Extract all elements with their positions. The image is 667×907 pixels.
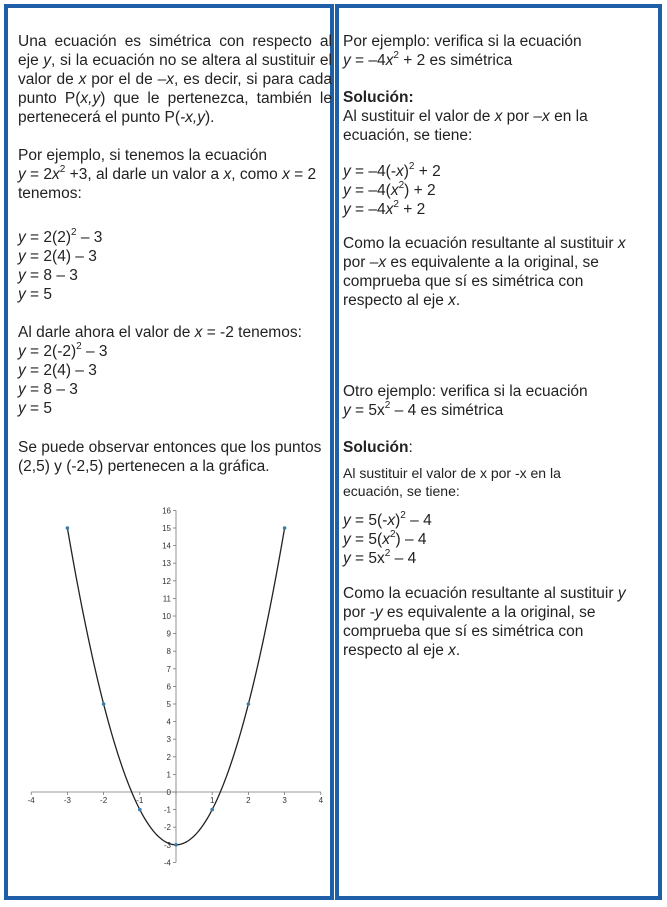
example1-sol-text-2: ecuación, se tiene: <box>343 127 473 144</box>
example1-line2: $y = -4x^2 + 2$ es simétrica <box>343 49 513 69</box>
x-tick-label: -3 <box>63 796 71 805</box>
example1-steps <box>343 162 659 219</box>
x-tick-label: 1 <box>209 796 215 805</box>
data-point <box>66 526 70 530</box>
right-column <box>335 4 662 900</box>
left-column <box>4 4 334 900</box>
y-tick-label: 0 <box>166 788 171 797</box>
y-tick-label: 3 <box>166 735 171 745</box>
data-point <box>210 808 214 812</box>
y-tick-label: 8 <box>166 647 171 657</box>
y-tick-label: 15 <box>162 524 171 533</box>
example2-line2: $y = 5x^2 - 4$ es simétrica <box>343 399 504 419</box>
y-tick-label: 14 <box>162 541 171 551</box>
y-tick-label: 12 <box>162 576 171 586</box>
y-tick-label: 13 <box>162 559 171 569</box>
example1-step-3: $y = -4x^2 + 2$ <box>343 198 426 218</box>
parabola-chart <box>8 8 333 896</box>
intro-text: Una ecuación es simétrica con respecto al eje y, si la ecuación no se altera al sustituir el valor de x por el de –x, es decir, si para cada punto P(x,y) que le pertenezca, también le pertenecerá el punto P(-x,y). <box>18 33 333 126</box>
y-tick-label: 1 <box>166 770 171 780</box>
y-tick-label: -1 <box>163 805 171 815</box>
second-intro: Al darle ahora el valor de x = -2 tenemos: <box>18 324 302 341</box>
x-tick-label: -4 <box>27 796 35 805</box>
example-intro: Por ejemplo, si tenemos la ecuación <box>18 147 267 164</box>
example2-statement <box>343 382 659 420</box>
example2-conclusion-4: respecto al eje x. <box>343 642 461 659</box>
example2-step-3: $y = 5x^2 - 4$ <box>343 547 417 567</box>
example2-sol-text-2: ecuación, se tiene: <box>343 483 460 499</box>
example1-conclusion-1: Como la ecuación resultante al sustituir x <box>343 235 626 252</box>
data-point <box>247 702 251 706</box>
example1-conclusion-4: respecto al eje x. <box>343 292 461 309</box>
example1-conclusion-2: por –x es equivalente a la original, se <box>343 254 599 271</box>
example1-solution <box>343 88 659 145</box>
data-point <box>283 526 287 530</box>
example1-statement <box>343 32 659 70</box>
solution-label-2: Solución: <box>343 439 413 456</box>
x-tick-label: 2 <box>246 796 251 805</box>
example2-sol-text <box>343 464 659 500</box>
y-tick-label: 6 <box>166 682 171 692</box>
example1-step-2: $y = -4(x^2) + 2$ <box>343 179 436 199</box>
step-a-2: y = 2(4) – 3 <box>18 248 97 265</box>
y-tick-label: 9 <box>166 629 171 639</box>
x-tick-label: 4 <box>318 796 324 805</box>
example2-conclusion <box>343 584 659 660</box>
example2-step-1: $y = 5(-x)^2 - 4$ <box>343 509 432 529</box>
y-tick-label: 5 <box>166 700 171 709</box>
step-b-3: y = 8 – 3 <box>18 381 78 398</box>
y-tick-label: 4 <box>166 717 171 727</box>
x-tick-label: 3 <box>282 796 287 805</box>
example2-line1: Otro ejemplo: verifica si la ecuación <box>343 383 588 400</box>
example2-conclusion-3: comprueba que sí es simétrica con <box>343 623 584 640</box>
example-equation-line: $y = 2x^2 +3$, al darle un valor a x, como x = 2 <box>18 163 317 183</box>
y-tick-label: 10 <box>162 612 171 621</box>
y-tick-label: -3 <box>163 840 171 850</box>
example1-conclusion-3: comprueba que sí es simétrica con <box>343 273 584 290</box>
step-b-2: y = 2(4) – 3 <box>18 362 97 379</box>
example2-conclusion-1: Como la ecuación resultante al sustituir y <box>343 585 626 602</box>
y-tick-label: 16 <box>162 506 171 516</box>
example2-step-2: $y = 5(x^2) - 4$ <box>343 528 427 548</box>
example-equation-tail: tenemos: <box>18 185 82 202</box>
data-point <box>102 702 106 706</box>
conclusion-text: Se puede observar entonces que los puntos (2,5) y (-2,5) pertenecen a la gráfica. <box>18 439 322 475</box>
example1-step-1: $y = -4(-x)^2 + 2$ <box>343 160 441 180</box>
solution-label: Solución: <box>343 89 414 106</box>
step-a-4: y = 5 <box>18 286 53 303</box>
step-b-1: $y = 2(-2)^2 - 3$ <box>18 340 108 360</box>
y-tick-label: -2 <box>163 823 171 833</box>
data-point <box>174 843 178 847</box>
example1-sol-text-1: Al sustituir el valor de x por –x en la <box>343 108 588 125</box>
y-tick-label: -4 <box>163 858 171 868</box>
example2-steps <box>343 511 659 568</box>
example1-conclusion <box>343 234 659 310</box>
x-tick-label: -1 <box>136 796 144 805</box>
data-point <box>138 808 142 812</box>
example1-line1: Por ejemplo: verifica si la ecuación <box>343 33 582 50</box>
step-b-4: y = 5 <box>18 400 53 417</box>
y-tick-label: 11 <box>162 594 171 604</box>
example2-sol-text-1: Al sustituir el valor de x por -x en la <box>343 465 561 481</box>
x-tick-label: -2 <box>100 796 108 805</box>
step-a-3: y = 8 – 3 <box>18 267 78 284</box>
example2-solution <box>343 438 659 457</box>
y-tick-label: 2 <box>166 752 171 762</box>
y-tick-label: 7 <box>166 664 171 674</box>
step-a-1: $y = 2(2)^2 - 3$ <box>18 226 103 246</box>
example2-conclusion-2: por -y es equivalente a la original, se <box>343 604 596 621</box>
